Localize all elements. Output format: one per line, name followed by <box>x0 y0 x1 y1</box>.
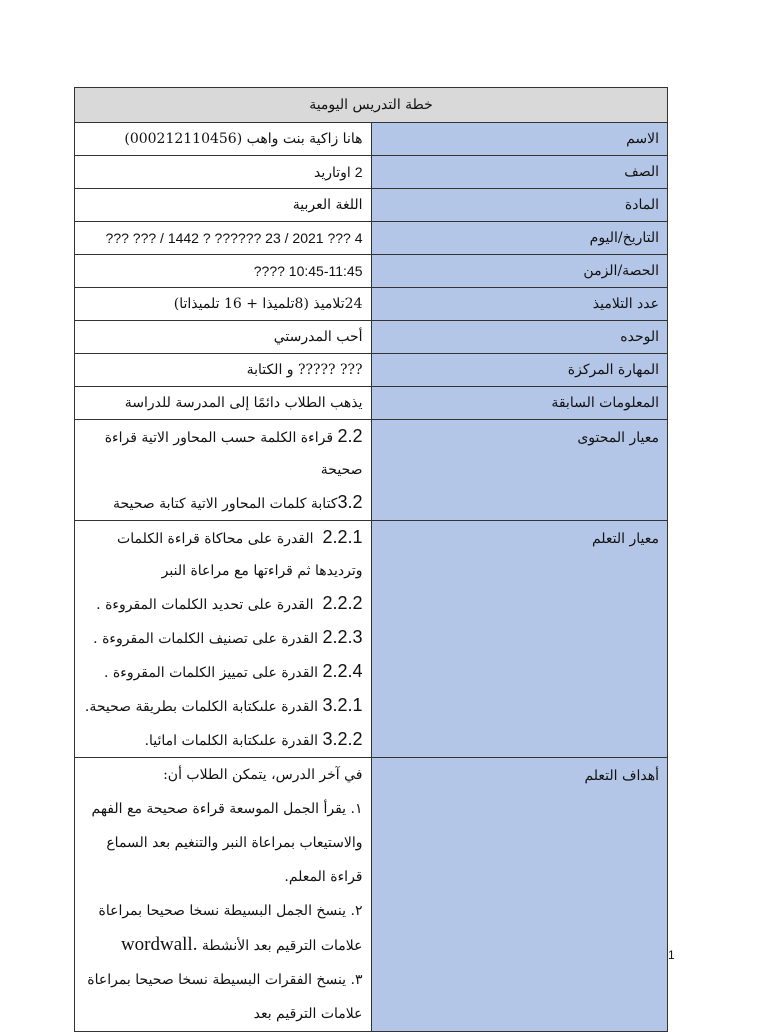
learning-item: 2.2.1 القدرة على محاكاة قراءة الكلمات وترديدها ثم قراءتها مع مراعاة النبر <box>117 527 363 579</box>
label-objectives: أهداف التعلم <box>371 758 668 1032</box>
value-date: 4 ??? 2021 / 23 ?????? ? 1442 / ??? ??? <box>75 222 372 255</box>
title-row <box>75 88 668 123</box>
value-unit: أحب المدرستي <box>75 321 372 354</box>
row-content-standard <box>75 420 668 521</box>
value-prior-knowledge: يذهب الطلاب دائمًا إلى المدرسة للدراسة <box>75 387 372 420</box>
row-learning-standard <box>75 521 668 758</box>
row-subject <box>75 189 668 222</box>
row-date <box>75 222 668 255</box>
label-name: الاسم <box>371 123 668 156</box>
label-skill: المهارة المركزة <box>371 354 668 387</box>
value-name: هانا زاكية بنت واهب (000212110456) <box>75 123 372 156</box>
label-class: الصف <box>371 156 668 189</box>
row-prior-knowledge <box>75 387 668 420</box>
learning-item: 3.2.1 القدرة علىكتابة الكلمات بطريقة صحيحة. <box>84 695 363 715</box>
row-name <box>75 123 668 156</box>
label-unit: الوحده <box>371 321 668 354</box>
row-class <box>75 156 668 189</box>
row-time <box>75 255 668 288</box>
objective-item: ١. يقرأ الجمل الموسعة قراءة صحيحة مع الفهم والاستيعاب بمراعاة النبر والتنغيم بعد السماع قراءة المعلم. <box>91 801 363 885</box>
value-content-standard <box>75 420 372 521</box>
row-unit <box>75 321 668 354</box>
objective-item: ٣. ينسخ الفقرات البسيطة نسخا صحيحا بمراعاة علامات الترقيم بعد <box>87 972 363 1022</box>
value-time: 10:45-11:45 ???? <box>75 255 372 288</box>
content-item: 2.2 قراءة الكلمة حسب المحاور الاتية قراءة صحيحة <box>104 426 363 478</box>
label-content-standard: معيار المحتوى <box>371 420 668 521</box>
row-skill <box>75 354 668 387</box>
objective-item: ٢. ينسخ الجمل البسيطة نسخا صحيحا بمراعاة علامات الترقيم بعد الأنشطة wordwall. <box>98 903 363 955</box>
objectives-intro: في آخر الدرس، يتمكن الطلاب أن: <box>163 767 363 783</box>
label-learning-standard: معيار التعلم <box>371 521 668 758</box>
value-objectives <box>75 758 372 1032</box>
learning-item: 3.2.2 القدرة علىكتابة الكلمات امائيا. <box>144 729 363 749</box>
label-prior-knowledge: المعلومات السابقة <box>371 387 668 420</box>
label-time: الحصة/الزمن <box>371 255 668 288</box>
page-number: 1 <box>668 948 675 962</box>
row-students <box>75 288 668 321</box>
value-class: 2 اوتاريد <box>75 156 372 189</box>
label-date: التاريخ/اليوم <box>371 222 668 255</box>
plan-title: خطة التدريس اليومية <box>75 88 668 123</box>
value-students: 24تلاميذ (8تلميذا + 16 تلميذاتا) <box>75 288 372 321</box>
row-objectives <box>75 758 668 1032</box>
learning-item: 2.2.2 القدرة على تحديد الكلمات المقروءة . <box>96 593 363 613</box>
value-skill: ??? ????? و الكتابة <box>75 354 372 387</box>
value-subject: اللغة العربية <box>75 189 372 222</box>
learning-item: 2.2.3 القدرة على تصنيف الكلمات المقروءة . <box>93 627 363 647</box>
value-learning-standard <box>75 521 372 758</box>
label-subject: المادة <box>371 189 668 222</box>
content-item: 3.2كتابة كلمات المحاور الاتية كتابة صحيحة <box>112 492 363 512</box>
lesson-plan-table <box>74 87 668 1032</box>
learning-item: 2.2.4 القدرة على تمييز الكلمات المقروءة . <box>104 661 363 681</box>
label-students: عدد التلاميذ <box>371 288 668 321</box>
